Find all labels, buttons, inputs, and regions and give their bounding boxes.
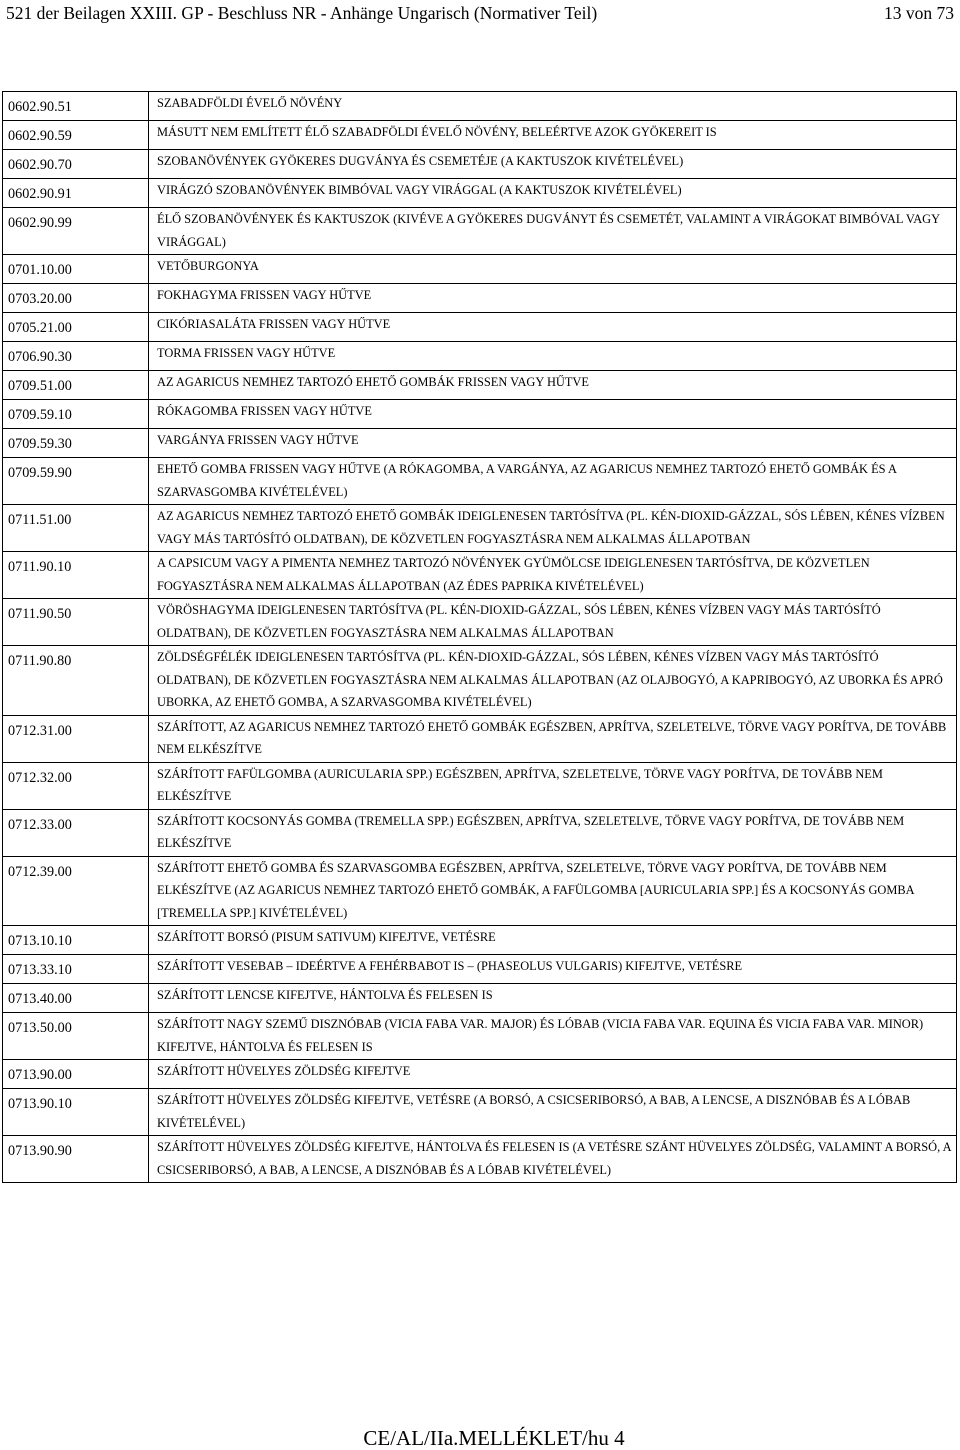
tariff-description: AZ AGARICUS NEMHEZ TARTOZÓ EHETŐ GOMBÁK IDEIGLENESEN TARTÓSÍTVA (PL. KÉN-DIOXID-GÁZZAL, SÓS LÉBEN, KÉNES VÍZBEN VAGY MÁS TARTÓSÍTÓ OLDATBAN), DE KÖZVETLEN FOGYASZTÁSRA NEM ALKALMAS ÁLLAPOTBAN: [149, 505, 957, 552]
tariff-description: SZÁRÍTOTT EHETŐ GOMBA ÉS SZARVASGOMBA EGÉSZBEN, APRÍTVA, SZELETELVE, TÖRVE VAGY PORÍTVA, DE TOVÁBB NEM ELKÉSZÍTVE (AZ AGARICUS NEMHEZ TARTOZÓ EHETŐ GOMBÁK, A FAFÜLGOMBA [AURICULARIA SPP.] ÉS A KOCSONYÁS GOMBA [TREMELLA SPP.] KIVÉTELÉVEL): [149, 856, 957, 926]
table-row: [3, 1136, 957, 1183]
tariff-description: SZÁRÍTOTT FAFÜLGOMBA (AURICULARIA SPP.) EGÉSZBEN, APRÍTVA, SZELETELVE, TÖRVE VAGY PORÍTVA, DE TOVÁBB NEM ELKÉSZÍTVE: [149, 762, 957, 809]
tariff-code: 0602.90.91: [3, 179, 149, 208]
tariff-description: CIKÓRIASALÁTA FRISSEN VAGY HŰTVE: [149, 313, 957, 342]
tariff-description: SZÁRÍTOTT HÜVELYES ZÖLDSÉG KIFEJTVE, VETÉSRE (A BORSÓ, A CSICSERIBORSÓ, A BAB, A LENCSE, A DISZNÓBAB ÉS A LÓBAB KIVÉTELÉVEL): [149, 1089, 957, 1136]
table-row: [3, 458, 957, 505]
tariff-table-body: [3, 92, 957, 1183]
tariff-code: 0712.31.00: [3, 715, 149, 762]
page-header: [0, 2, 960, 30]
table-row: [3, 179, 957, 208]
table-row: [3, 715, 957, 762]
tariff-description: SZÁRÍTOTT HÜVELYES ZÖLDSÉG KIFEJTVE: [149, 1060, 957, 1089]
tariff-code: 0713.10.10: [3, 926, 149, 955]
tariff-code: 0711.90.80: [3, 646, 149, 716]
tariff-code: 0713.90.90: [3, 1136, 149, 1183]
tariff-description: FOKHAGYMA FRISSEN VAGY HŰTVE: [149, 284, 957, 313]
table-row: [3, 1013, 957, 1060]
tariff-description: AZ AGARICUS NEMHEZ TARTOZÓ EHETŐ GOMBÁK FRISSEN VAGY HŰTVE: [149, 371, 957, 400]
tariff-code: 0712.32.00: [3, 762, 149, 809]
page-footer: [0, 1426, 960, 1450]
table-row: [3, 313, 957, 342]
tariff-code: 0709.59.30: [3, 429, 149, 458]
tariff-description: A CAPSICUM VAGY A PIMENTA NEMHEZ TARTOZÓ NÖVÉNYEK GYÜMÖLCSE IDEIGLENESEN TARTÓSÍTVA, DE KÖZVETLEN FOGYASZTÁSRA NEM ALKALMAS ÁLLAPOTBAN (AZ ÉDES PAPRIKA KIVÉTELÉVEL): [149, 552, 957, 599]
table-row: [3, 856, 957, 926]
tariff-description: TORMA FRISSEN VAGY HŰTVE: [149, 342, 957, 371]
table-row: [3, 255, 957, 284]
tariff-description: MÁSUTT NEM EMLÍTETT ÉLŐ SZABADFÖLDI ÉVELŐ NÖVÉNY, BELEÉRTVE AZOK GYÖKEREIT IS: [149, 121, 957, 150]
table-row: [3, 92, 957, 121]
tariff-code: 0701.10.00: [3, 255, 149, 284]
tariff-code: 0703.20.00: [3, 284, 149, 313]
tariff-description: SZÁRÍTOTT KOCSONYÁS GOMBA (TREMELLA SPP.) EGÉSZBEN, APRÍTVA, SZELETELVE, TÖRVE VAGY PORÍTVA, DE TOVÁBB NEM ELKÉSZÍTVE: [149, 809, 957, 856]
document-title: 521 der Beilagen XXIII. GP - Beschluss NR - Anhänge Ungarisch (Normativer Teil): [6, 3, 598, 23]
tariff-description: RÓKAGOMBA FRISSEN VAGY HŰTVE: [149, 400, 957, 429]
tariff-description: SZÁRÍTOTT, AZ AGARICUS NEMHEZ TARTOZÓ EHETŐ GOMBÁK EGÉSZBEN, APRÍTVA, SZELETELVE, TÖRVE VAGY PORÍTVA, DE TOVÁBB NEM ELKÉSZÍTVE: [149, 715, 957, 762]
tariff-description: VARGÁNYA FRISSEN VAGY HŰTVE: [149, 429, 957, 458]
table-row: [3, 505, 957, 552]
table-row: [3, 429, 957, 458]
tariff-code: 0712.33.00: [3, 809, 149, 856]
page-number: 13 von 73: [884, 3, 954, 23]
tariff-table: [2, 91, 957, 1183]
table-row: [3, 646, 957, 716]
tariff-code: 0713.40.00: [3, 984, 149, 1013]
tariff-description: EHETŐ GOMBA FRISSEN VAGY HŰTVE (A RÓKAGOMBA, A VARGÁNYA, AZ AGARICUS NEMHEZ TARTOZÓ EHETŐ GOMBÁK ÉS A SZARVASGOMBA KIVÉTELÉVEL): [149, 458, 957, 505]
tariff-code: 0705.21.00: [3, 313, 149, 342]
tariff-code: 0602.90.70: [3, 150, 149, 179]
tariff-description: ZÖLDSÉGFÉLÉK IDEIGLENESEN TARTÓSÍTVA (PL. KÉN-DIOXID-GÁZZAL, SÓS LÉBEN, KÉNES VÍZBEN VAGY MÁS TARTÓSÍTÓ OLDATBAN), DE KÖZVETLEN FOGYASZTÁSRA NEM ALKALMAS ÁLLAPOTBAN (AZ OLAJBOGYÓ, A KAPRIBOGYÓ, AZ UBORKA ÉS APRÓ UBORKA, AZ EHETŐ GOMBA, A SZARVASGOMBA KIVÉTELÉVEL): [149, 646, 957, 716]
tariff-code: 0602.90.59: [3, 121, 149, 150]
tariff-code: 0709.51.00: [3, 371, 149, 400]
tariff-code: 0713.90.00: [3, 1060, 149, 1089]
table-row: [3, 121, 957, 150]
tariff-code: 0712.39.00: [3, 856, 149, 926]
table-row: [3, 371, 957, 400]
tariff-description: VÖRÖSHAGYMA IDEIGLENESEN TARTÓSÍTVA (PL. KÉN-DIOXID-GÁZZAL, SÓS LÉBEN, KÉNES VÍZBEN VAGY MÁS TARTÓSÍTÓ OLDATBAN), DE KÖZVETLEN FOGYASZTÁSRA NEM ALKALMAS ÁLLAPOTBAN: [149, 599, 957, 646]
table-row: [3, 284, 957, 313]
table-row: [3, 955, 957, 984]
tariff-code: 0709.59.90: [3, 458, 149, 505]
tariff-code: 0602.90.51: [3, 92, 149, 121]
document-reference: CE/AL/IIa.MELLÉKLET/hu 4: [363, 1426, 625, 1450]
tariff-description: VETŐBURGONYA: [149, 255, 957, 284]
tariff-code: 0713.90.10: [3, 1089, 149, 1136]
table-row: [3, 400, 957, 429]
tariff-description: SZÁRÍTOTT VESEBAB – IDEÉRTVE A FEHÉRBABOT IS – (PHASEOLUS VULGARIS) KIFEJTVE, VETÉSRE: [149, 955, 957, 984]
tariff-description: SZABADFÖLDI ÉVELŐ NÖVÉNY: [149, 92, 957, 121]
tariff-code: 0711.51.00: [3, 505, 149, 552]
tariff-description: ÉLŐ SZOBANÖVÉNYEK ÉS KAKTUSZOK (KIVÉVE A GYÖKERES DUGVÁNYT ÉS CSEMETÉT, VALAMINT A VIRÁGOKAT BIMBÓVAL VAGY VIRÁGGAL): [149, 208, 957, 255]
tariff-code: 0709.59.10: [3, 400, 149, 429]
table-row: [3, 552, 957, 599]
tariff-description: VIRÁGZÓ SZOBANÖVÉNYEK BIMBÓVAL VAGY VIRÁGGAL (A KAKTUSZOK KIVÉTELÉVEL): [149, 179, 957, 208]
tariff-code: 0711.90.50: [3, 599, 149, 646]
table-row: [3, 809, 957, 856]
tariff-code: 0706.90.30: [3, 342, 149, 371]
table-row: [3, 599, 957, 646]
tariff-description: SZÁRÍTOTT HÜVELYES ZÖLDSÉG KIFEJTVE, HÁNTOLVA ÉS FELESEN IS (A VETÉSRE SZÁNT HÜVELYES ZÖLDSÉG, VALAMINT A BORSÓ, A CSICSERIBORSÓ, A BAB, A LENCSE, A DISZNÓBAB ÉS A LÓBAB KIVÉTELÉVEL): [149, 1136, 957, 1183]
tariff-description: SZOBANÖVÉNYEK GYÖKERES DUGVÁNYA ÉS CSEMETÉJE (A KAKTUSZOK KIVÉTELÉVEL): [149, 150, 957, 179]
table-row: [3, 342, 957, 371]
table-row: [3, 984, 957, 1013]
table-row: [3, 208, 957, 255]
tariff-description: SZÁRÍTOTT BORSÓ (PISUM SATIVUM) KIFEJTVE, VETÉSRE: [149, 926, 957, 955]
tariff-description: SZÁRÍTOTT NAGY SZEMŰ DISZNÓBAB (VICIA FABA VAR. MAJOR) ÉS LÓBAB (VICIA FABA VAR. EQUINA ÉS VICIA FABA VAR. MINOR) KIFEJTVE, HÁNTOLVA ÉS FELESEN IS: [149, 1013, 957, 1060]
tariff-description: SZÁRÍTOTT LENCSE KIFEJTVE, HÁNTOLVA ÉS FELESEN IS: [149, 984, 957, 1013]
tariff-code: 0713.50.00: [3, 1013, 149, 1060]
table-row: [3, 1060, 957, 1089]
table-row: [3, 926, 957, 955]
tariff-code: 0711.90.10: [3, 552, 149, 599]
tariff-code: 0602.90.99: [3, 208, 149, 255]
table-row: [3, 150, 957, 179]
tariff-code: 0713.33.10: [3, 955, 149, 984]
table-row: [3, 1089, 957, 1136]
table-row: [3, 762, 957, 809]
